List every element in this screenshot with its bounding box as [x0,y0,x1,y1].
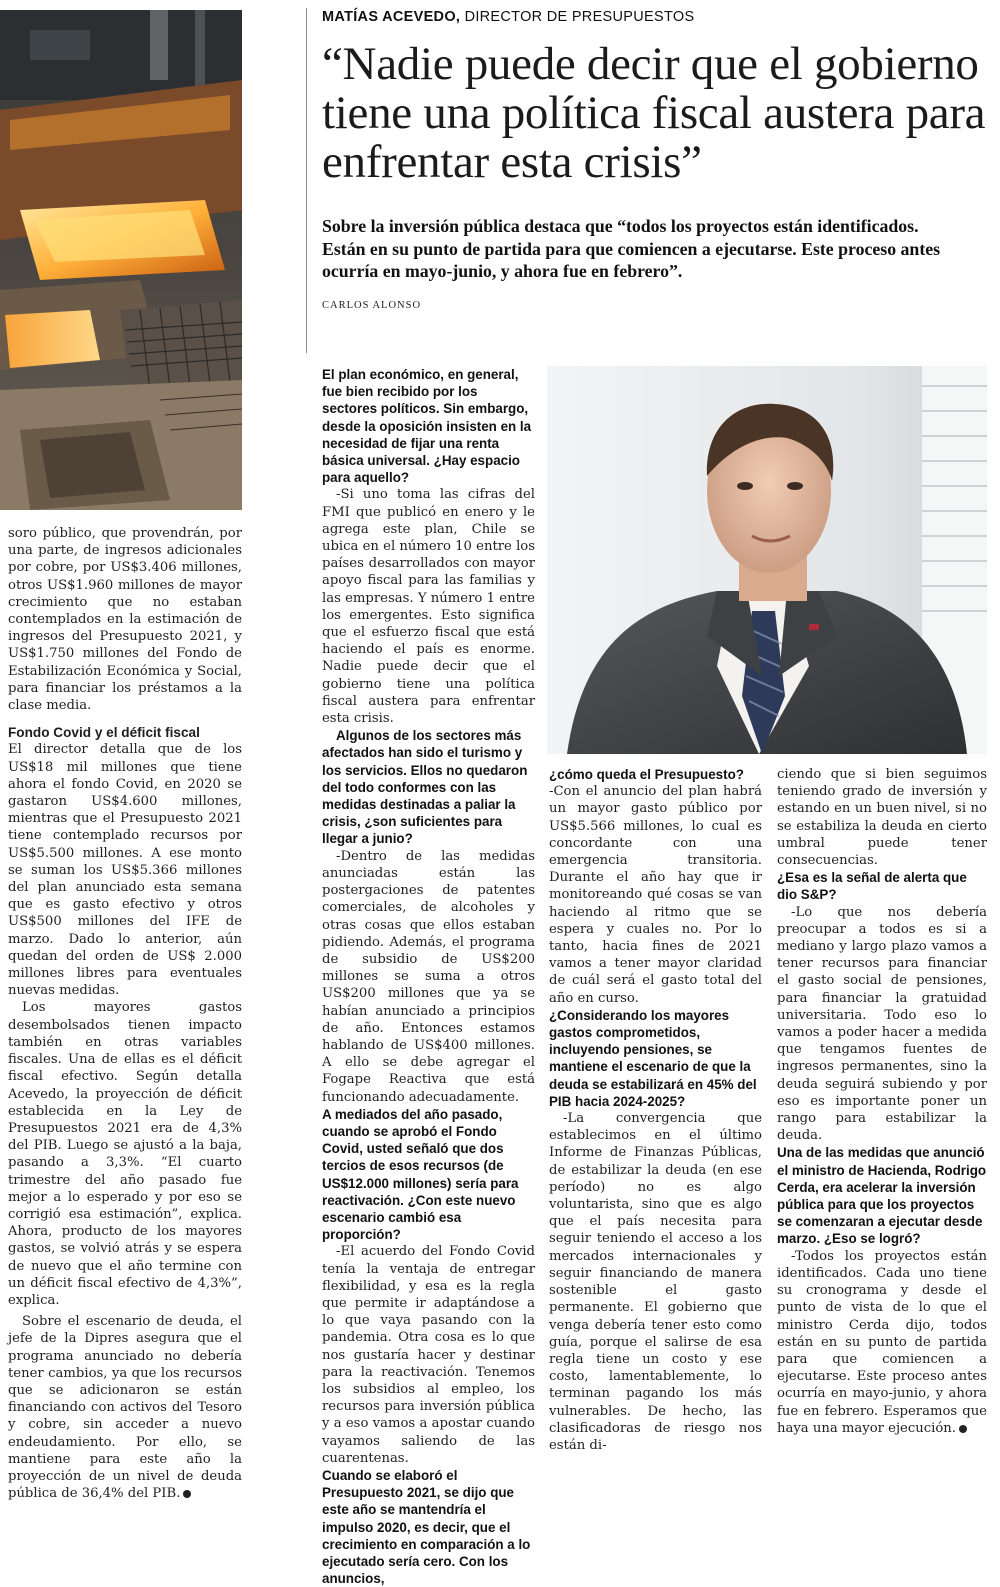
interview-question: ¿Esa es la señal de alerta que dio S&P? [777,870,967,903]
end-of-article-icon [959,1425,967,1433]
article-column-3 [549,766,762,1454]
article-column-1 [8,525,242,1502]
interview-question: A mediados del año pasado, cuando se aprobó el Fondo Covid, usted señaló que dos tercios de esos recursos (de US$12.000 millones) sería para reactivación. ¿Con este nuevo escenario cambió esa proporción? [322,1106,519,1243]
interview-answer: -El acuerdo del Fondo Covid tenía la ventaja de entregar flexibilidad, y esa es la regla que permite ir adaptándose a lo que vaya pasando con la pandemia. Otra cosa es lo que nos gustaría hacer y destinar para la reactivación. Tenemos los subsidios al empleo, los recursos para inversión pública y a eso vamos a apostar cuando vayamos saliendo de las cuarentenas. [322,1244,535,1466]
interview-question: Algunos de los sectores más afectados han sido el turismo y los servicios. Ellos no quedaron del todo conformes con las medidas destinadas a paliar la crisis, ¿son suficientes para llegar a junio? [322,728,528,847]
interview-question: El plan económico, en general, fue bien recibido por los sectores políticos. Sin embargo, desde la oposición insisten en la necesidad de fijar una renta básica universal. ¿Hay espacio para aquello? [322,367,532,486]
interview-answer: ciendo que si bien seguimos teniendo grado de inversión y estando en un buen nivel, si no se estabiliza la deuda en cierto umbral puede tener consecuencias. [777,767,987,869]
kicker-name: MATÍAS ACEVEDO, [322,9,461,25]
answer-text: -Todos los proyectos están identificados. Cada uno tiene su cronograma y desde el punto de vista de lo que el ministro Cerda dijo, todos están en su punto de partida para que comiencen a ejecutarse. Este proceso antes ocurría en mayo-junio, y ahora fue en febrero. Esperamos que haya una mayor ejecución. [777,1248,987,1436]
byline: CARLOS ALONSO [322,300,422,311]
column-divider [306,8,307,353]
kicker [322,9,694,25]
interview-question: Cuando se elaboró el Presupuesto 2021, se dijo que este año se mantendría el impulso 2020, es decir, que el crecimiento en comparación a lo ejecutado sería cero. Con los anuncios, [322,1468,531,1587]
interview-question: ¿Considerando los mayores gastos comprometidos, incluyendo pensiones, se mantiene el escenario de que la deuda se estabilizará en 45% del PIB hacia 2024-2025? [549,1007,757,1109]
subheading: Fondo Covid y el déficit fiscal [8,725,200,741]
interview-answer [777,1248,987,1437]
paragraph: soro público, que provendrán, por una parte, de ingresos adicionales por cobre, por US$3.406 millones, otros US$1.960 millones de mayor crecimiento que no estaban contemplados en la estimación de ingresos del Presupuesto 2021, y US$1.750 millones del Fondo de Estabilización Económica y Social, para financiar los préstamos a la clase media. [8,526,242,714]
paragraph: El director detalla que de los US$18 mil millones que tiene ahora el fondo Covid, en 2020 se gastaron US$4.600 millones, mientras que el Presupuesto 2021 tiene contemplado recursos por US$5.500 millones. A ese monto se suman los US$5.366 millones del plan anunciado esta semana que es gasto efectivo y otros US$500 millones del IFE de marzo. Dado lo anterior, aún quedan del orden de US$ 2.000 millones libres para eventuales nuevas medidas. [8,742,242,999]
interview-answer: -Dentro de las medidas anunciadas están las postergaciones de patentes comerciales, de alcoholes y otras cosas que ellos estaban pidiendo. Además, el programa de subsidio de US$200 millones se suma a otros US$200 millones que ya se habían anunciado a principios de año. Entonces estamos hablando de US$400 millones. A ello se debe agregar el Fogape Reactiva que está funcionando adecuadamente. [322,848,535,1105]
deck: Sobre la inversión pública destaca que “todos los proyectos están identificados. Están en su punto de partida para que comiencen a ejecutarse. Este proceso antes ocurría en mayo-junio, y ahora fue en febrero”. [322,216,941,282]
interview-question: ¿cómo queda el Presupuesto? [549,767,744,782]
paragraph: Los mayores gastos desembolsados tienen impacto también en otras variables fiscales. Una de ellas es el déficit fiscal efectivo. Según detalla Acevedo, la proyección de déficit establecida en la Ley de Presupuestos 2021 era de 4,3% del PIB. Luego se ajustó a la baja, pasando a 3,3%. “El cuarto trimestre del año pasado fue mejor a lo esperado y por eso se corrigió esa estimación”, explica. Ahora, producto de los mayores gastos, se volvió atrás y se espera de nuevo que el año termine con un déficit fiscal efectivo de 4,3%”, explica. [8,1000,242,1308]
article-column-2 [322,366,535,1587]
interview-answer: -Lo que nos debería preocupar a todos es si a mediano y largo plazo vamos a tener recursos para financiar el gasto social de pensiones, para financiar la gratuidad universitaria. Todo eso lo vamos a poder hacer a medida que tengamos fuentes de ingresos permanentes, sino la deuda seguirá subiendo y por eso es importante poner un rango para estabilizar la deuda. [777,904,987,1144]
interviewee-portrait-photo [547,366,987,754]
headline: “Nadie puede decir que el gobierno tiene una política fiscal austera para enfrentar esta crisis” [322,38,986,188]
interview-answer: -La convergencia que establecimos en el último Informe de Finanzas Públicas, de estabilizar la deuda (en ese período) no es algo voluntarista, sino que es algo que el país necesita para seguir teniendo el acceso a los mercados internacionales y seguir financiando de manera sostenible el gasto permanente. El gobierno que venga debería tener esto como guía, porque el salirse de esa regla tiene un costo y ese costo, lamentablemente, lo terminan pagando los más vulnerables. De hecho, las clasificadoras de riesgo nos están di- [549,1111,762,1453]
article-column-4 [777,766,987,1437]
copper-foundry-photo [0,10,242,510]
kicker-role: DIRECTOR DE PRESUPUESTOS [460,9,695,25]
paragraph-text: Sobre el escenario de deuda, el jefe de la Dipres asegura que el programa anunciado no debería tener cambios, ya que los recursos que se adicionaron se están financiando con activos del Tesoro y cobre, sin acceder a nuevo endeudamiento. Por ello, se mantiene para este año la proyección de un nivel de deuda pública de 36,4% del PIB. [8,1314,242,1502]
paragraph [8,1313,242,1502]
interview-answer: -Con el anuncio del plan habrá un mayor gasto público por US$5.566 millones, lo cual es concordante con una emergencia transitoria. Durante el año hay que ir monitoreando qué cosas se van haciendo al ritmo que se espera y cuales no. Por lo tanto, hacia fines de 2021 vamos a tener mayor claridad de cuál será el gasto total del año en curso. [549,784,762,1006]
interview-question: Una de las medidas que anunció el ministro de Hacienda, Rodrigo Cerda, era acelerar la inversión pública para que los proyectos se comenzaran a ejecutar desde marzo. ¿Eso se logró? [777,1145,987,1247]
interview-answer: -Si uno toma las cifras del FMI que publicó en enero y le agrega este plan, Chile se ubica en el número 10 entre los países desarrollados con mayor apoyo fiscal para las familias y las empresas. Y número 1 entre los emergentes. Esto significa que el esfuerzo fiscal que está haciendo el país es enorme. Nadie puede decir que el gobierno tiene una política fiscal austera para enfrentar esta crisis. [322,487,535,727]
end-of-article-icon [183,1490,191,1498]
